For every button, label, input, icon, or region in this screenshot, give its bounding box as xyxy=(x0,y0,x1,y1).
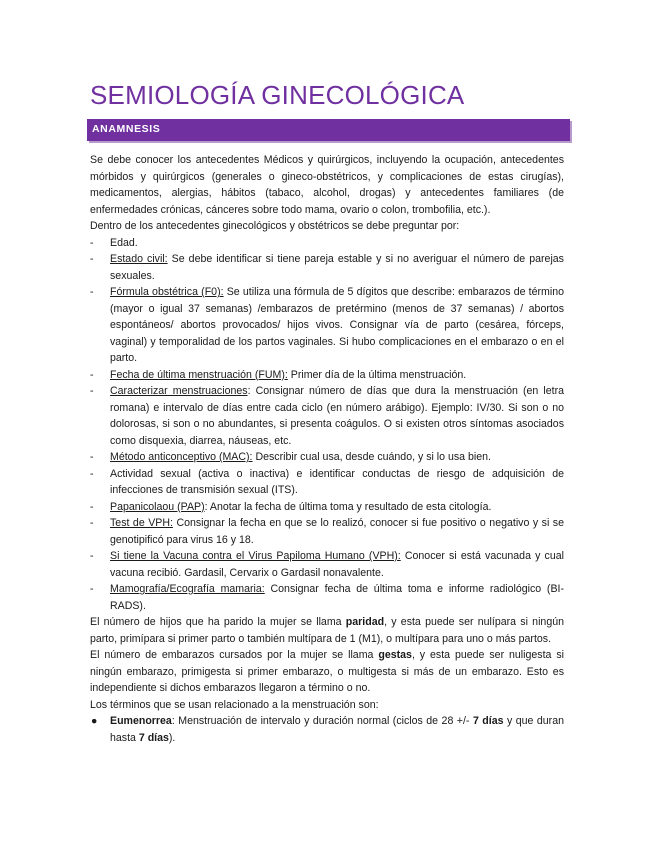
dash-marker: - xyxy=(90,583,94,595)
gestas-paragraph: El número de embarazos cursados por la mujer se llama gestas, y esta puede ser nuligesta si ningún embarazo, primigesta si primer embarazo, o multigesta si más de un embarazo. Esto es independiente si dichos embarazos llegaron a término o no. xyxy=(90,649,565,694)
history-items-list xyxy=(90,235,564,615)
dash-marker: - xyxy=(90,451,94,463)
item-label: Mamografía/Ecografía mamaria: xyxy=(110,583,265,595)
item-label: Caracterizar menstruaciones xyxy=(110,385,248,397)
dash-marker: - xyxy=(90,517,94,529)
list-item: - Estado civil: Se debe identificar si tiene pareja estable y si no averiguar el número de parejas sexuales. xyxy=(90,253,564,282)
list-item: - Papanicolaou (PAP): Anotar la fecha de última toma y resultado de esta citología. xyxy=(90,499,564,516)
dash-marker: - xyxy=(90,236,94,249)
dash-marker: - xyxy=(90,500,94,513)
list-item: - Mamografía/Ecografía mamaria: Consignar fecha de última toma e informe radiológico (BI-RADS). xyxy=(90,583,564,612)
list-item: - Test de VPH: Consignar la fecha en que se lo realizó, conocer si fue positivo o negativo y si se genotipificó para virus 16 y 18. xyxy=(90,517,564,546)
menstruation-terms-intro: Los términos que se usan relacionado a la menstruación son: xyxy=(90,698,379,711)
list-item: - Actividad sexual (activa o inactiva) e identificar conductas de riesgo de adquisición de infecciones de transmisión sexual (ITS). xyxy=(90,467,564,496)
dash-marker: - xyxy=(90,368,94,381)
list-item: - Edad. xyxy=(90,235,564,252)
dash-marker: - xyxy=(90,286,94,298)
paridad-paragraph: El número de hijos que ha parido la mujer se llama paridad, y esta puede ser nulípara si ningún parto, primípara si primer parto o también multípara de 1 (M1), o multípara para uno o más partos. xyxy=(90,616,564,645)
document-body xyxy=(90,152,564,746)
term-name: Eumenorrea xyxy=(110,715,172,727)
list-item: - Fórmula obstétrica (F0): Se utiliza una fórmula de 5 dígitos que describe: embarazos de término (mayor o igual 37 semanas) /embarazos de pretérmino (menos de 37 semanas) / abortos espontáneos/ abortos provocados/ hijos vivos. Consignar vía de parto (cesárea, fórceps, vaginal) y temporalidad de los partos vaginales. Si hubo complicaciones en el embarazo o en el parto. xyxy=(90,286,564,364)
item-label: Estado civil: xyxy=(110,253,168,265)
list-item: - Caracterizar menstruaciones: Consignar número de días que dura la menstruación (en letra romana) e intervalo de días entre cada ciclo (en número arábigo). Ejemplo: IV/30. Si son o no dolorosas, si son o no abundantes, si presenta coágulos. O si existen otros síntomas asociados como disquexia, diarrea, náuseas, etc. xyxy=(90,385,564,447)
list-item: - Fecha de última menstruación (FUM): Primer día de la última menstruación. xyxy=(90,367,564,384)
gestas-term: gestas xyxy=(378,649,412,661)
page-title: SEMIOLOGÍA GINECOLÓGICA xyxy=(90,80,465,110)
dash-marker: - xyxy=(90,385,94,397)
item-label: Si tiene la Vacuna contra el Virus Papiloma Humano (VPH): xyxy=(110,550,401,562)
dash-marker: - xyxy=(90,467,94,480)
dash-marker: - xyxy=(90,550,94,562)
intro-question-paragraph: Dentro de los antecedentes ginecológicos y obstétricos se debe preguntar por: xyxy=(90,220,460,232)
item-label: Fórmula obstétrica (F0): xyxy=(110,286,224,298)
list-item: - Si tiene la Vacuna contra el Virus Papiloma Humano (VPH): Conocer si está vacunada y cual vacuna recibió. Gardasil, Cervarix o Gardasil nonavalente. xyxy=(90,550,564,579)
list-item: ● Eumenorrea: Menstruación de intervalo y duración normal (ciclos de 28 +/- 7 días y que duran hasta 7 días). xyxy=(91,715,564,744)
section-header-bar xyxy=(87,119,570,141)
item-label: Test de VPH: xyxy=(110,517,173,529)
list-item: - Método anticonceptivo (MAC): Describir cual usa, desde cuándo, y si lo usa bien. xyxy=(90,449,564,466)
section-header-label: ANAMNESIS xyxy=(92,123,161,135)
item-label: Papanicolaou (PAP) xyxy=(110,500,205,513)
item-label: Método anticonceptivo (MAC): xyxy=(110,451,253,463)
intro-paragraph: Se debe conocer los antecedentes Médicos y quirúrgicos, incluyendo la ocupación, antecedentes mórbidos y quirúrgicos (generales o gineco-obstétricos, y complicaciones de estas cirugías), medicamentos, alergias, hábitos (tabaco, alcohol, drogas) y antecedentes familiares (de enfermedades crónicas, cánceres sobre todo mama, ovario o colon, trombofilia, etc.). xyxy=(90,154,564,216)
menstruation-terms-list xyxy=(90,713,564,746)
paridad-term: paridad xyxy=(345,616,385,628)
bullet-marker: ● xyxy=(91,715,98,727)
item-label: Fecha de última menstruación (FUM): xyxy=(110,368,288,381)
dash-marker: - xyxy=(90,253,94,265)
